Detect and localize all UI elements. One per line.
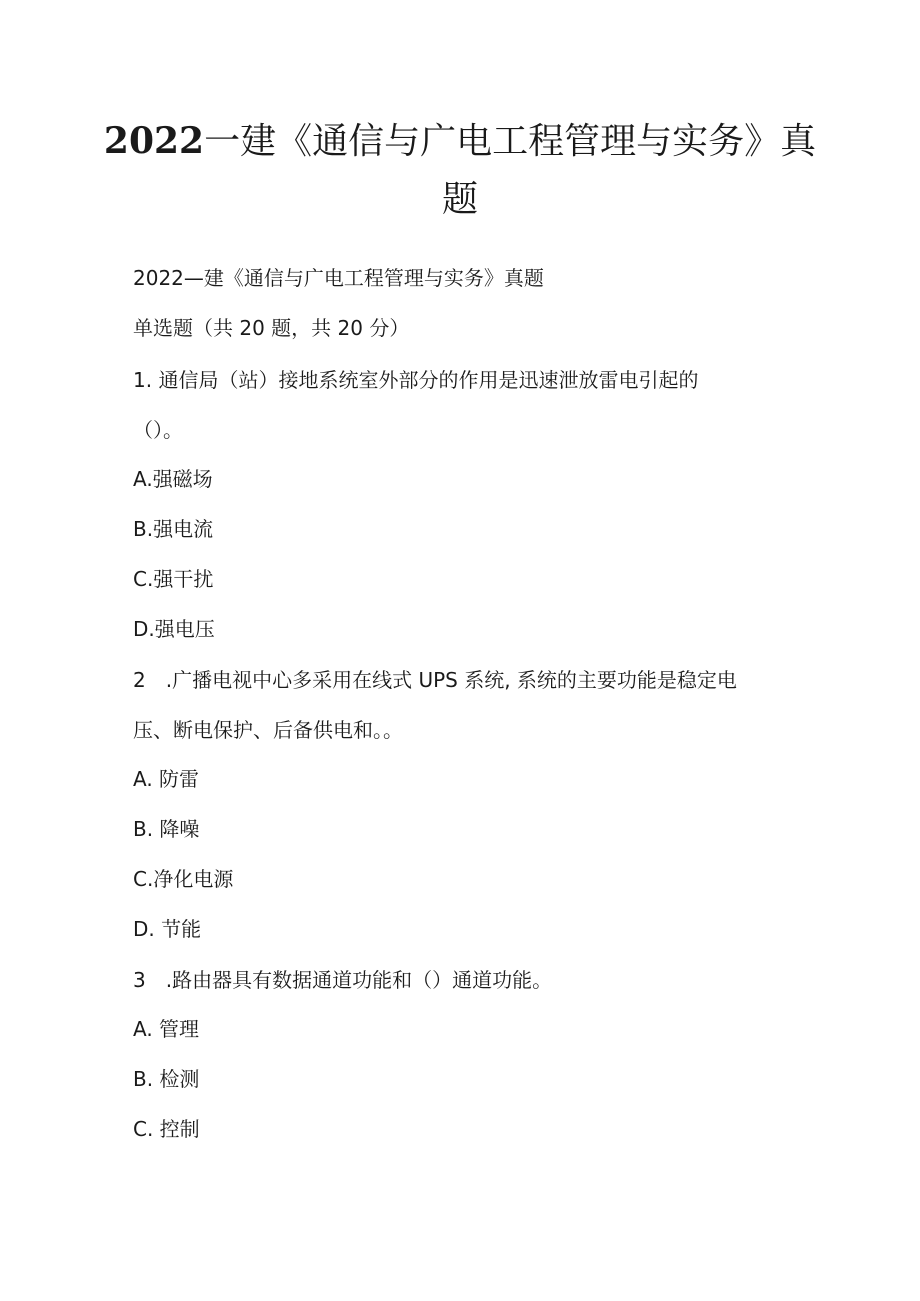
question-1-stem-line-2: （）。 bbox=[133, 418, 183, 442]
document-title bbox=[0, 112, 920, 229]
title-year: 2022 bbox=[103, 120, 205, 162]
question-1-option-c: C.强干扰 bbox=[133, 567, 214, 591]
question-3-stem-line-1: 3 .路由器具有数据通道功能和（）通道功能。 bbox=[133, 968, 553, 992]
question-2-option-a: A. 防雷 bbox=[133, 767, 200, 791]
question-2-option-c: C.净化电源 bbox=[133, 867, 234, 891]
question-2-option-b: B. 降噪 bbox=[133, 817, 200, 841]
question-3-option-b: B. 检测 bbox=[133, 1067, 200, 1091]
question-1-option-b: B.强电流 bbox=[133, 517, 214, 541]
question-1-option-a: A.强磁场 bbox=[133, 467, 213, 491]
question-1-option-d: D.强电压 bbox=[133, 617, 215, 641]
document-subtitle: 2022—建《通信与广电工程管理与实务》真题 bbox=[133, 266, 544, 290]
question-3-option-a: A. 管理 bbox=[133, 1017, 200, 1041]
question-2-stem-line-2: 压、断电保护、后备供电和。。 bbox=[133, 718, 403, 742]
title-line-2: 题 bbox=[441, 179, 478, 220]
question-2-option-d: D. 节能 bbox=[133, 917, 202, 941]
section-heading: 单选题（共 20 题，共 20 分） bbox=[133, 316, 410, 340]
question-3-option-c: C. 控制 bbox=[133, 1117, 200, 1141]
question-2-stem-line-1: 2 .广播电视中心多采用在线式 UPS 系统, 系统的主要功能是稳定电 bbox=[133, 668, 737, 692]
title-line-1 bbox=[0, 112, 920, 171]
title-text: 一建《通信与广电工程管理与实务》真 bbox=[204, 121, 817, 162]
question-1-stem-line-1: 1. 通信局（站）接地系统室外部分的作用是迅速泄放雷电引起的 bbox=[133, 368, 699, 392]
